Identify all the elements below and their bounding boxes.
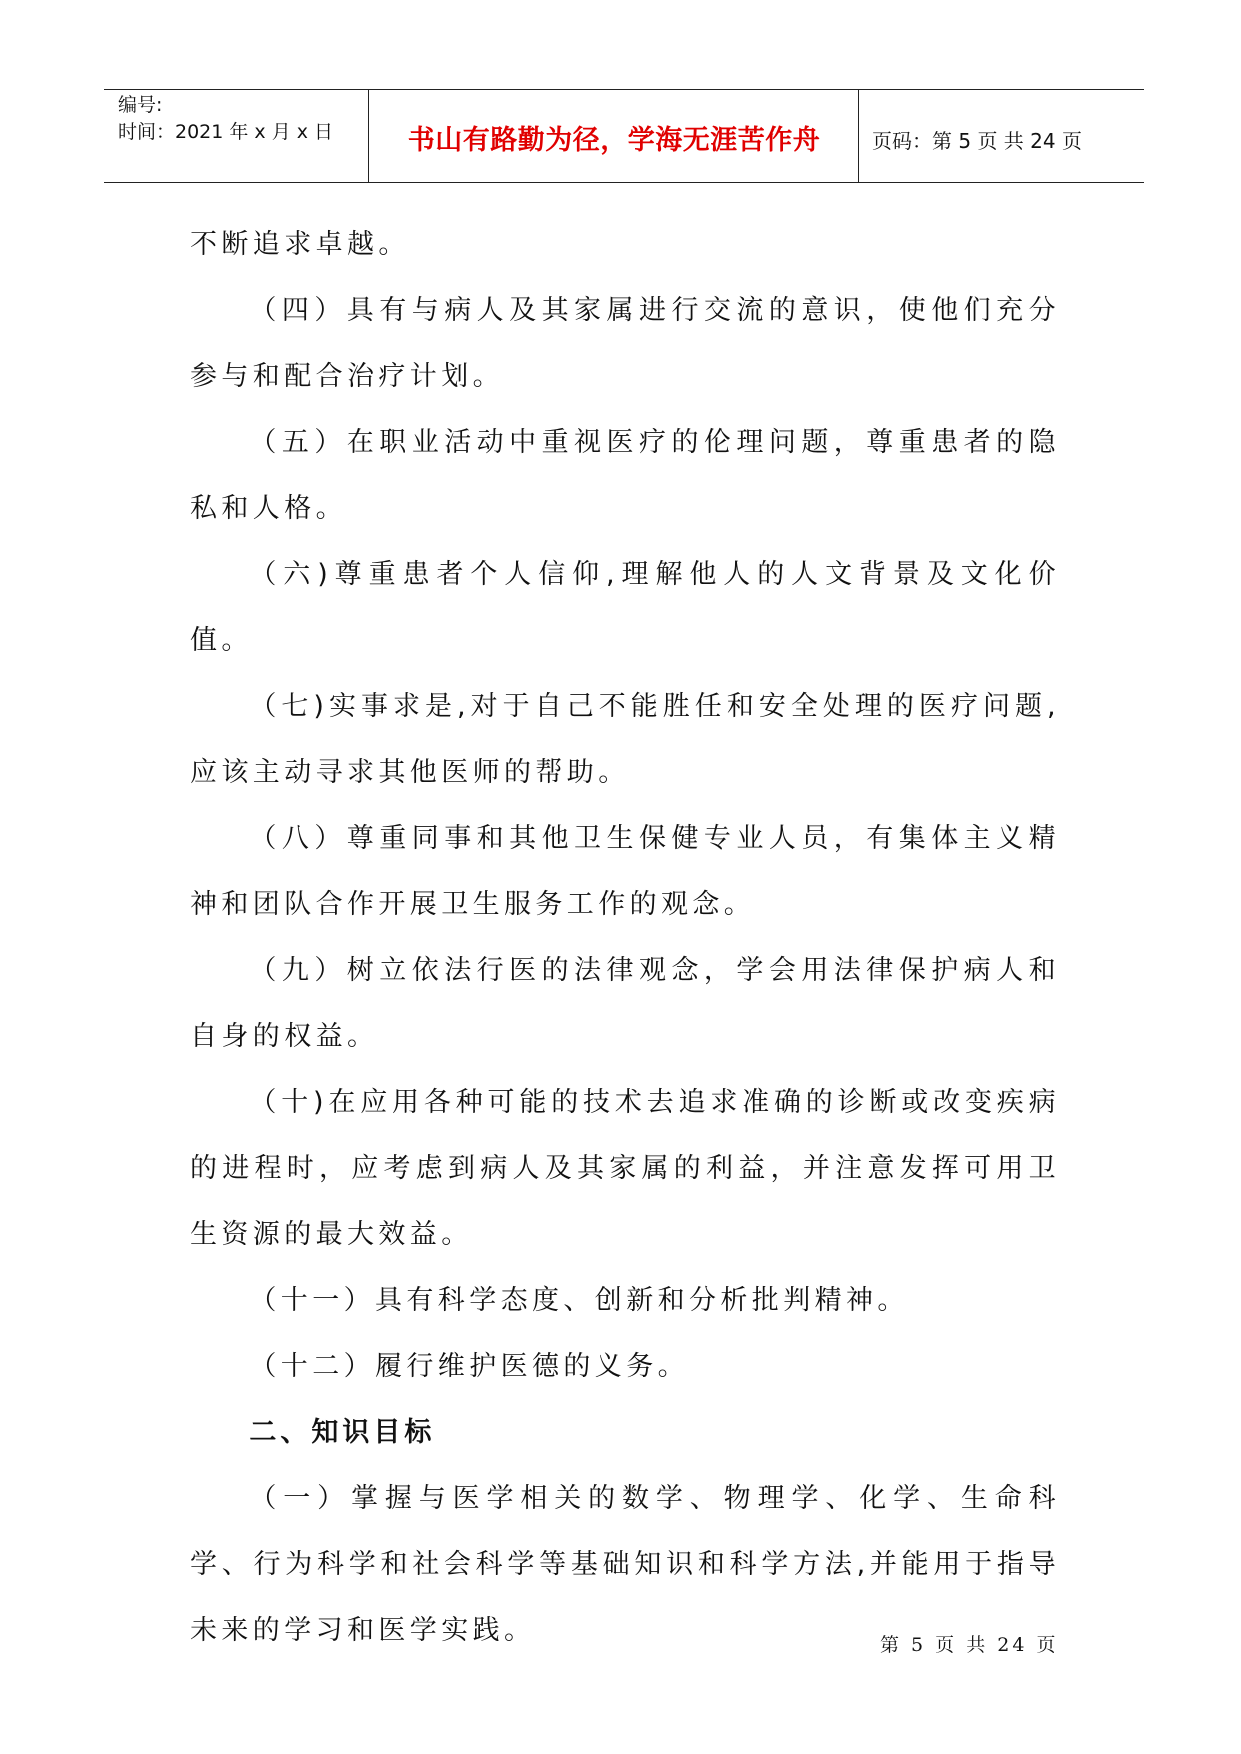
section-heading: 二、知识目标 bbox=[249, 1417, 436, 1448]
paragraph: 不断追求卓越。 bbox=[190, 229, 410, 260]
document-number-label: 编号: bbox=[118, 94, 163, 116]
paragraph: （七)实事求是,对于自己不能胜任和安全处理的医疗问题,应该主动寻求其他医师的帮助。 bbox=[190, 691, 1060, 788]
paragraph: （九）树立依法行医的法律观念，学会用法律保护病人和自身的权益。 bbox=[190, 955, 1060, 1052]
header-page-number: 页码：第 5 页 共 24 页 bbox=[872, 129, 1082, 153]
header-divider-right bbox=[858, 90, 859, 182]
paragraph: （十二）履行维护医德的义务。 bbox=[249, 1351, 689, 1382]
header-divider-left bbox=[368, 90, 369, 182]
header-meta bbox=[118, 92, 333, 146]
paragraph: （四）具有与病人及其家属进行交流的意识，使他们充分参与和配合治疗计划。 bbox=[190, 295, 1060, 392]
paragraph: （十)在应用各种可能的技术去追求准确的诊断或改变疾病的进程时，应考虑到病人及其家属的利益，并注意发挥可用卫生资源的最大效益。 bbox=[190, 1087, 1060, 1250]
document-date-label: 时间：2021 年 x 月 x 日 bbox=[118, 121, 334, 143]
page-footer: 第 5 页 共 24 页 bbox=[880, 1634, 1059, 1656]
paragraph: （八）尊重同事和其他卫生保健专业人员，有集体主义精神和团队合作开展卫生服务工作的观念。 bbox=[190, 823, 1060, 920]
document-body bbox=[190, 212, 1060, 1664]
page-header bbox=[104, 89, 1144, 183]
paragraph: （五）在职业活动中重视医疗的伦理问题，尊重患者的隐私和人格。 bbox=[190, 427, 1060, 524]
header-motto: 书山有路勤为径，学海无涯苦作舟 bbox=[407, 125, 821, 156]
paragraph: （一）掌握与医学相关的数学、物理学、化学、生命科学、行为科学和社会科学等基础知识和科学方法,并能用于指导未来的学习和医学实践。 bbox=[190, 1483, 1060, 1646]
paragraph: （六)尊重患者个人信仰,理解他人的人文背景及文化价值。 bbox=[190, 559, 1060, 656]
paragraph: （十一）具有科学态度、创新和分析批判精神。 bbox=[249, 1285, 909, 1316]
